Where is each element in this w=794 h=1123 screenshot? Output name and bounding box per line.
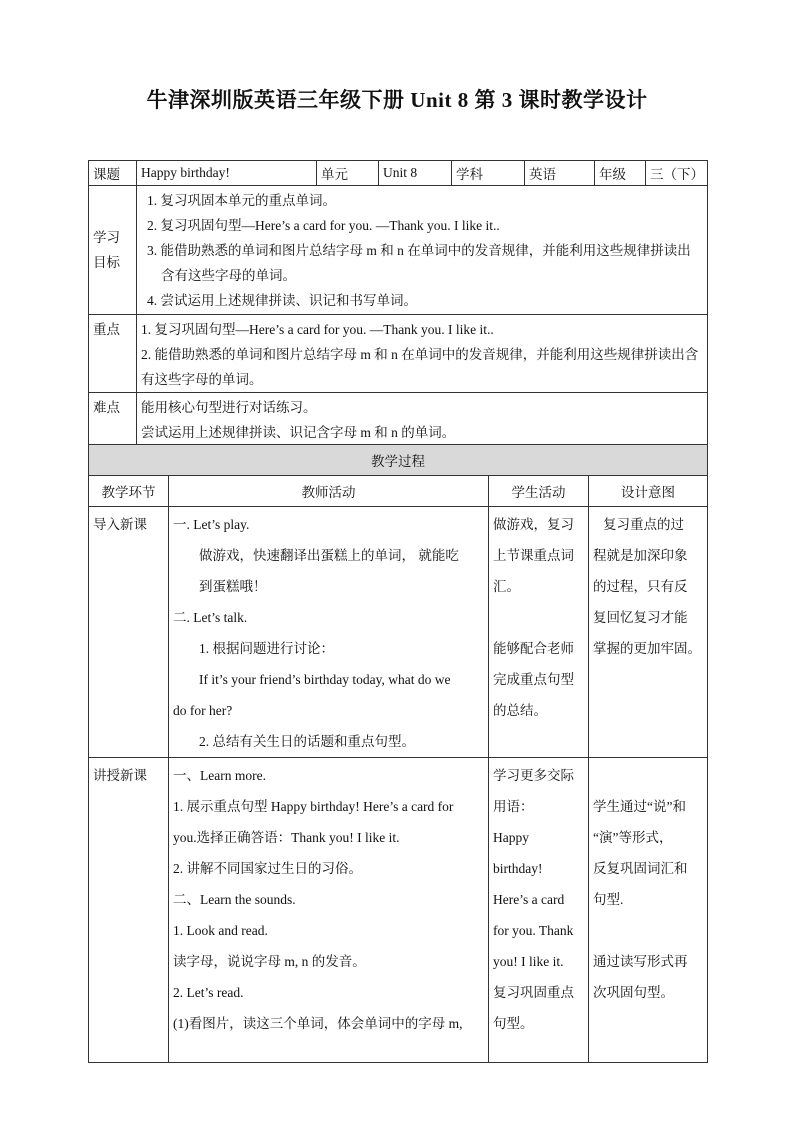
student-line: 完成重点句型 (493, 672, 574, 687)
teacher-line: If it’s your friend’s birthday today, what do we (199, 672, 451, 687)
subject-label: 学科 (452, 161, 525, 186)
topic-label: 课题 (89, 161, 137, 186)
process-section-row (89, 445, 708, 476)
student-line: 的总结。 (493, 703, 547, 718)
teacher-line: 2. 讲解不同国家过生日的习俗。 (173, 861, 362, 876)
student-line: birthday! (493, 861, 543, 876)
intent-line: “演”等形式， (593, 830, 673, 845)
objectives-label-line1: 学习 (93, 230, 120, 245)
difficulties-content (137, 393, 708, 446)
teacher-line: 二. Let’s talk. (173, 610, 248, 625)
student-line: Happy (493, 830, 529, 845)
student-line: 用语： (493, 799, 534, 814)
key-point-item: 2. 能借助熟悉的单词和图片总结字母 m 和 n 在单词中的发音规律，并能利用这些规律拼读出含有这些字母的单词。 (141, 347, 699, 387)
objective-item: 3. 能借助熟悉的单词和图片总结字母 m 和 n 在单词中的发音规律，并能利用这些规律拼读出含有这些字母的单词。 (147, 243, 691, 283)
teacher-line: do for her? (173, 703, 233, 718)
student-line: 做游戏，复习 (493, 517, 574, 532)
teacher-activity-intro (169, 507, 489, 758)
intent-line: 通过读写形式再 (593, 954, 688, 969)
teacher-line: 一. Let’s play. (173, 517, 250, 532)
student-line: Here’s a card (493, 892, 565, 907)
student-line: 句型。 (493, 1016, 534, 1031)
teacher-line: 做游戏，快速翻译出蛋糕上的单词， 就能吃 (199, 548, 459, 563)
difficulties-row (89, 393, 708, 446)
student-line: 上节课重点词 (493, 548, 574, 563)
student-line: you! I like it. (493, 954, 564, 969)
grade-value: 三（下） (646, 161, 708, 186)
student-line: 学习更多交际 (493, 768, 574, 783)
process-row-intro (89, 507, 708, 758)
intent-line: 掌握的更加牢固。 (593, 641, 701, 656)
teacher-line: 1. Look and read. (173, 923, 268, 938)
info-row (89, 161, 708, 186)
document-title: 牛津深圳版英语三年级下册 Unit 8 第 3 课时教学设计 (146, 88, 648, 112)
lesson-info-table (88, 160, 708, 446)
teacher-activity-new-lesson (169, 758, 489, 1063)
key-points-label: 重点 (89, 315, 137, 393)
process-header-row (89, 476, 708, 507)
objective-item: 4. 尝试运用上述规律拼读、识记和书写单词。 (147, 293, 417, 308)
key-points-row (89, 315, 708, 393)
student-line: 能够配合老师 (493, 641, 574, 656)
unit-label: 单元 (317, 161, 379, 186)
teacher-line: 2. Let’s read. (173, 985, 244, 1000)
intent-line: 反复巩固词汇和 (593, 861, 688, 876)
header-stage: 教学环节 (89, 476, 169, 507)
process-section-title: 教学过程 (89, 445, 708, 476)
teacher-line: you.选择正确答语：Thank you! I like it. (173, 830, 400, 845)
student-line: 汇。 (493, 579, 520, 594)
difficulty-item: 尝试运用上述规律拼读、识记含字母 m 和 n 的单词。 (141, 425, 456, 440)
objective-item: 2. 复习巩固句型—Here’s a card for you. —Thank you. I like it.. (147, 218, 500, 233)
stage-new-lesson: 讲授新课 (89, 758, 169, 1063)
grade-label: 年级 (595, 161, 646, 186)
unit-value: Unit 8 (379, 161, 452, 186)
teacher-line: 1. 展示重点句型 Happy birthday! Here’s a card for (173, 799, 454, 814)
header-teacher: 教师活动 (169, 476, 489, 507)
design-intent-new-lesson (589, 758, 708, 1063)
subject-value: 英语 (525, 161, 595, 186)
intent-line: 程就是加深印象 (593, 548, 688, 563)
teacher-line: (1)看图片，读这三个单词，体会单词中的字母 m, (173, 1016, 463, 1031)
difficulties-label: 难点 (89, 393, 137, 446)
student-line: 复习巩固重点 (493, 985, 574, 1000)
teacher-line: 一、Learn more. (173, 768, 266, 783)
teacher-line: 二、Learn the sounds. (173, 892, 296, 907)
intent-line: 次巩固句型。 (593, 985, 674, 1000)
intent-line: 句型. (593, 892, 624, 907)
student-line: for you. Thank (493, 923, 574, 938)
intent-line: 复习重点的过 (603, 517, 684, 532)
process-row-new-lesson (89, 758, 708, 1063)
key-points-content (137, 315, 708, 393)
student-activity-intro (489, 507, 589, 758)
header-student: 学生活动 (489, 476, 589, 507)
difficulty-item: 能用核心句型进行对话练习。 (141, 400, 317, 415)
objectives-content (137, 186, 708, 315)
objectives-row (89, 186, 708, 315)
teacher-line: 1. 根据问题进行讨论： (199, 641, 334, 656)
objective-item: 1. 复习巩固本单元的重点单词。 (147, 193, 336, 208)
teacher-line: 到蛋糕哦！ (199, 579, 267, 594)
topic-value: Happy birthday! (137, 161, 317, 186)
objectives-label-line2: 目标 (93, 255, 120, 270)
objectives-label (89, 186, 137, 315)
teacher-line: 2. 总结有关生日的话题和重点句型。 (199, 734, 415, 749)
key-point-item: 1. 复习巩固句型—Here’s a card for you. —Thank you. I like it.. (141, 322, 494, 337)
student-activity-new-lesson (489, 758, 589, 1063)
stage-intro: 导入新课 (89, 507, 169, 758)
header-intent: 设计意图 (589, 476, 708, 507)
intent-line: 的过程，只有反 (593, 579, 688, 594)
intent-line: 复回忆复习才能 (593, 610, 688, 625)
design-intent-intro (589, 507, 708, 758)
intent-line: 学生通过“说”和 (593, 799, 686, 814)
teaching-process-table (88, 444, 708, 1063)
teacher-line: 读字母，说说字母 m, n 的发音。 (173, 954, 366, 969)
